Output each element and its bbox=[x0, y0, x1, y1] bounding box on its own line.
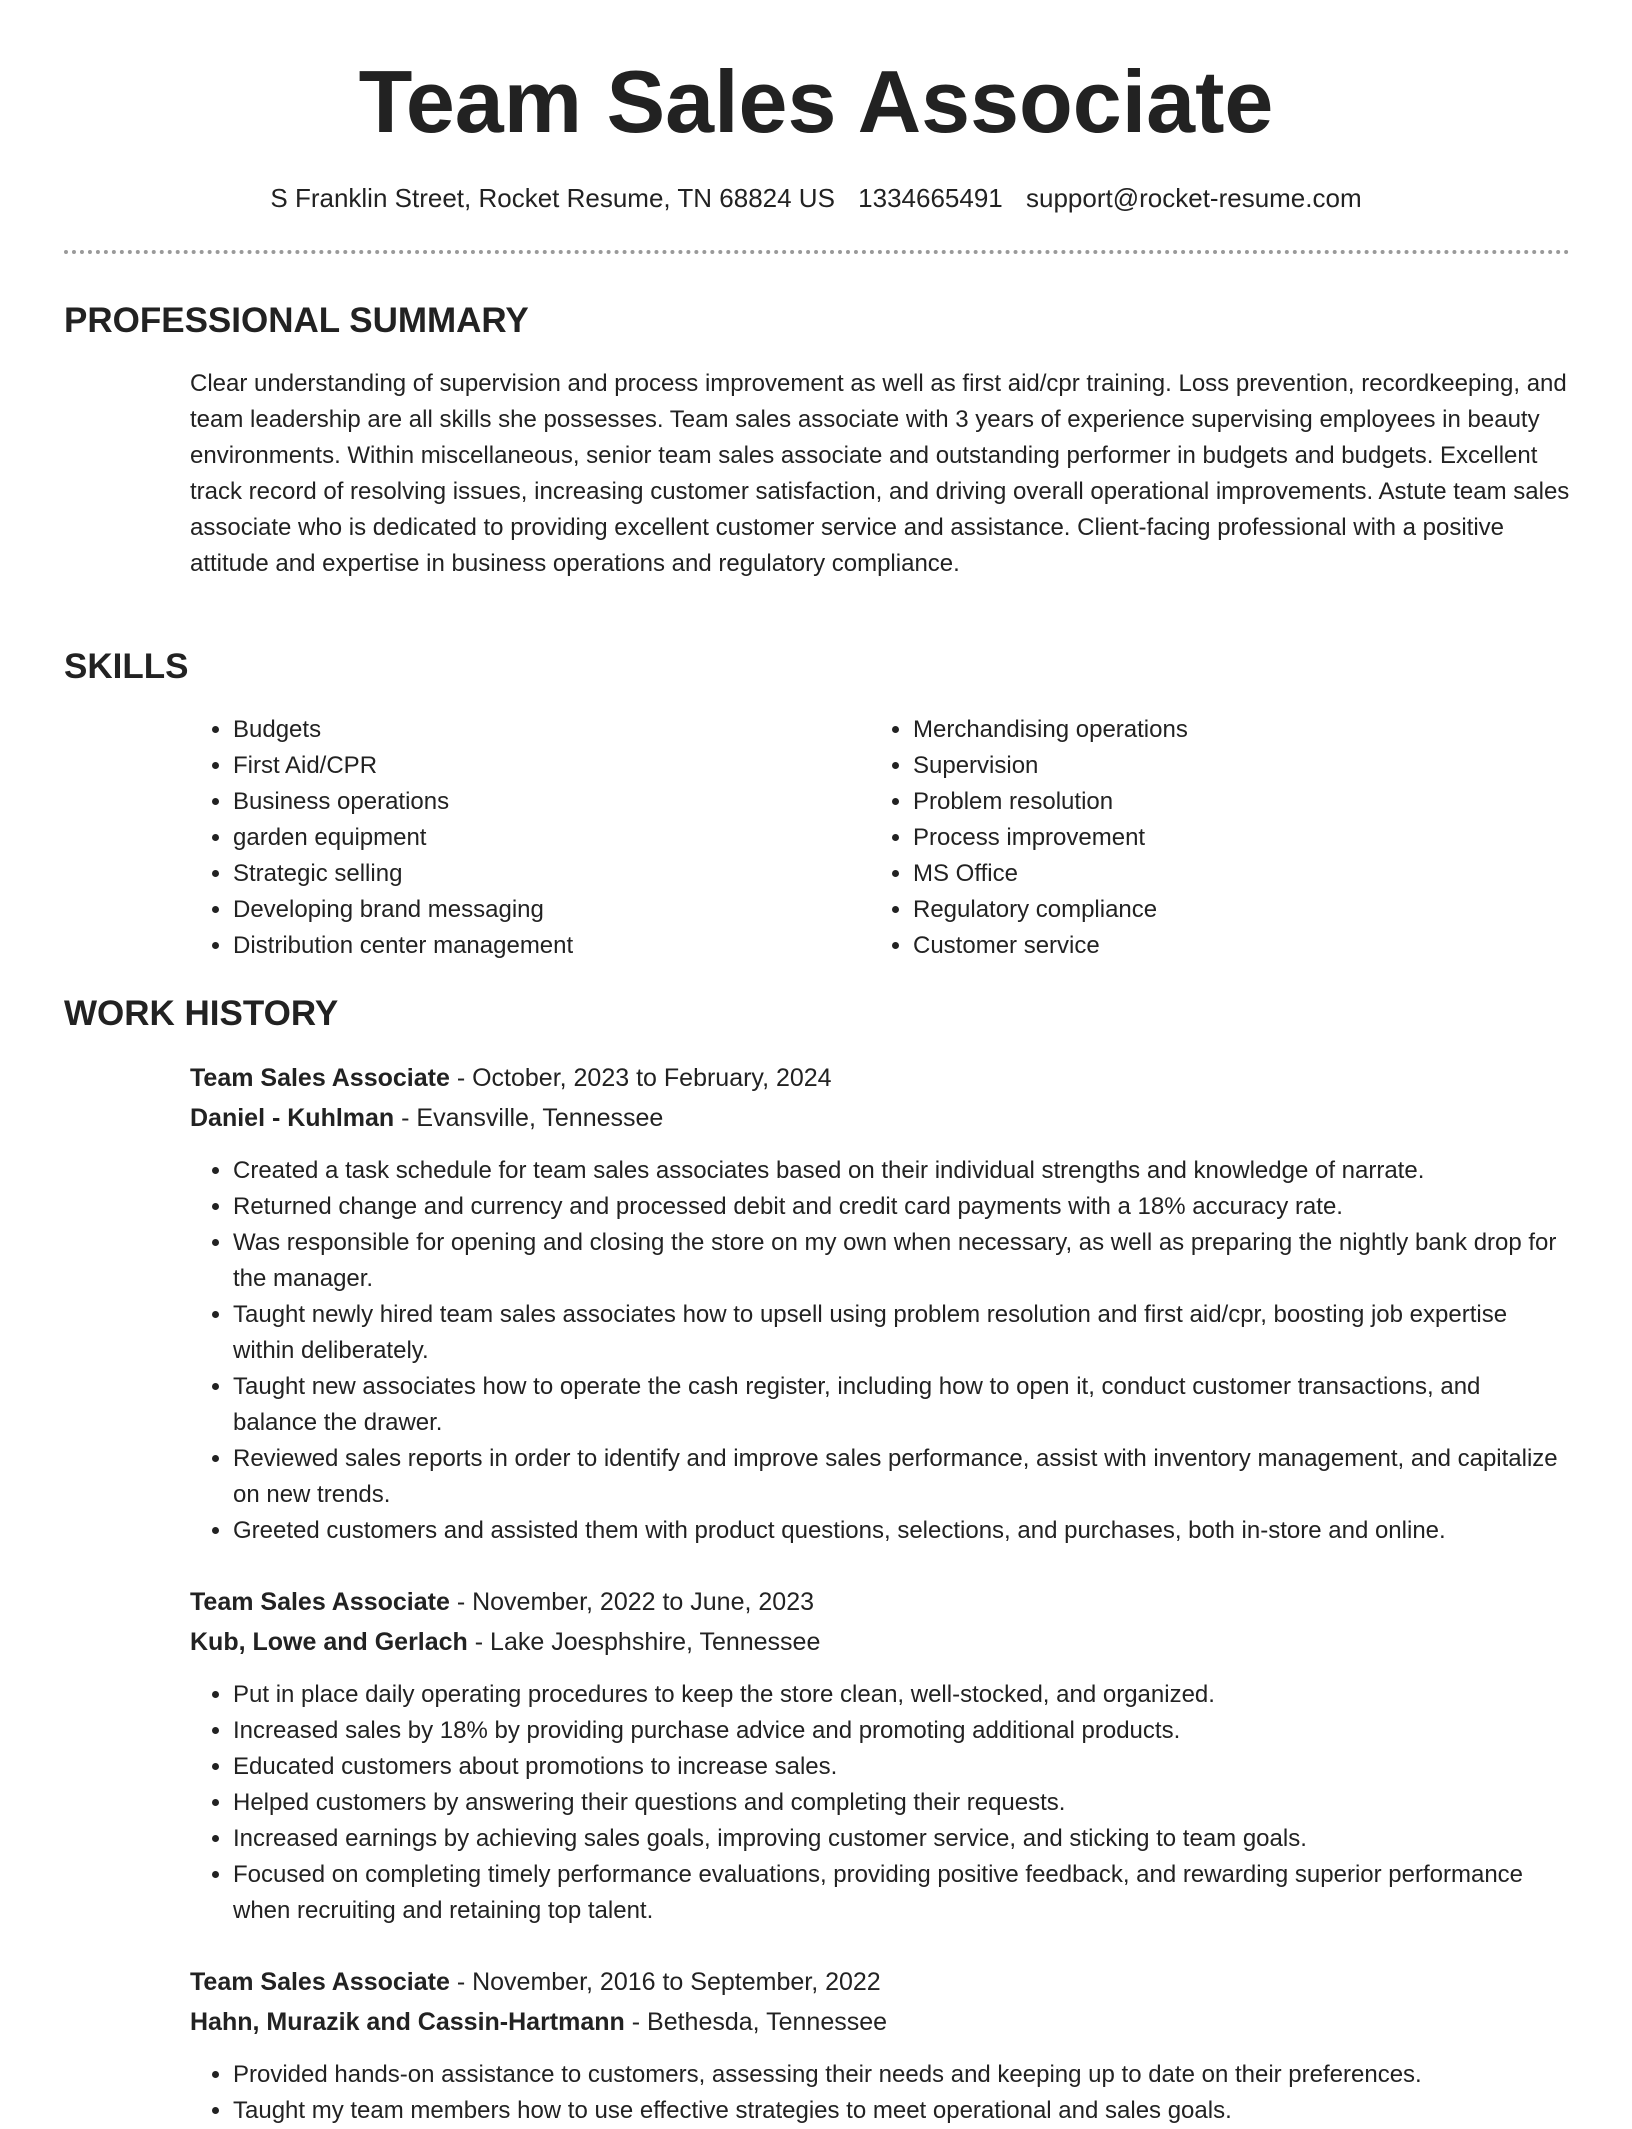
job-location: - Evansville, Tennessee bbox=[394, 1104, 664, 1132]
list-item: • Helped customers by answering their questions and completing their requests. bbox=[233, 1785, 1570, 1821]
skill-item: • Strategic selling bbox=[233, 856, 853, 892]
job-title-line bbox=[190, 1061, 832, 1095]
skill-item: • MS Office bbox=[913, 856, 1563, 892]
list-item: • Created a task schedule for team sales associates based on their individual strengths and knowledge of narrate. bbox=[233, 1153, 1570, 1189]
job-dates: - October, 2023 to February, 2024 bbox=[449, 1064, 832, 1092]
list-item: • Taught my team members how to use effective strategies to meet operational and sales goals. bbox=[233, 2093, 1570, 2129]
list-item: • Educated customers about promotions to increase sales. bbox=[233, 1749, 1570, 1785]
list-item: • Greeted customers and assisted them with product questions, selections, and purchases, both in-store and online. bbox=[233, 1513, 1570, 1549]
skill-item: • Supervision bbox=[913, 748, 1563, 784]
contact-line bbox=[0, 181, 1632, 215]
list-item: • Taught new associates how to operate the cash register, including how to open it, conduct customer transactions, and balance the drawer. bbox=[233, 1369, 1570, 1441]
list-item: • Put in place daily operating procedures to keep the store clean, well-stocked, and organized. bbox=[233, 1677, 1570, 1713]
skill-item: • Regulatory compliance bbox=[913, 892, 1563, 928]
job-dates: - November, 2016 to September, 2022 bbox=[449, 1968, 881, 1996]
job-bullets bbox=[190, 1153, 1570, 1549]
list-item: • Returned change and currency and processed debit and credit card payments with a 18% accuracy rate. bbox=[233, 1189, 1570, 1225]
skill-item: • Business operations bbox=[233, 784, 853, 820]
contact-phone: 1334665491 bbox=[858, 183, 1003, 213]
list-item: • Increased sales by 18% by providing purchase advice and promoting additional products. bbox=[233, 1713, 1570, 1749]
skill-item: • Merchandising operations bbox=[913, 712, 1563, 748]
job-title: Team Sales Associate bbox=[190, 1064, 450, 1092]
job-title: Team Sales Associate bbox=[190, 1968, 450, 1996]
skill-item: • Process improvement bbox=[913, 820, 1563, 856]
skills-heading: SKILLS bbox=[64, 647, 189, 686]
job-dates: - November, 2022 to June, 2023 bbox=[449, 1588, 814, 1616]
skill-item: • First Aid/CPR bbox=[233, 748, 853, 784]
skills-list-right bbox=[870, 712, 1563, 964]
job-company-line bbox=[190, 1101, 663, 1135]
job-company-line bbox=[190, 2005, 887, 2039]
job-location: - Bethesda, Tennessee bbox=[624, 2008, 888, 2036]
work-history-heading: WORK HISTORY bbox=[64, 994, 339, 1033]
job-company: Kub, Lowe and Gerlach bbox=[190, 1628, 468, 1656]
list-item: • Was responsible for opening and closing the store on my own when necessary, as well as preparing the nightly bank drop for the manager. bbox=[233, 1225, 1570, 1297]
job-company: Hahn, Murazik and Cassin-Hartmann bbox=[190, 2008, 625, 2036]
job-bullets bbox=[190, 2057, 1570, 2129]
skill-item: • Budgets bbox=[233, 712, 853, 748]
summary-heading: PROFESSIONAL SUMMARY bbox=[64, 301, 529, 340]
job-company: Daniel - Kuhlman bbox=[190, 1104, 395, 1132]
list-item: • Increased earnings by achieving sales goals, improving customer service, and sticking to team goals. bbox=[233, 1821, 1570, 1857]
skill-item: • Distribution center management bbox=[233, 928, 853, 964]
skills-list-left bbox=[190, 712, 853, 964]
contact-email: support@rocket-resume.com bbox=[1026, 183, 1362, 213]
list-item: • Provided hands-on assistance to customers, assessing their needs and keeping up to date on their preferences. bbox=[233, 2057, 1570, 2093]
job-title-line bbox=[190, 1965, 881, 1999]
summary-text: Clear understanding of supervision and process improvement as well as first aid/cpr training. Loss prevention, recordkeeping, and team leadership are all skills she possesses. Team sales associate with 3 years of experience supervising employees in beauty environments. Within miscellaneous, senior team sales associate and outstanding performer in budgets and budgets. Excellent track record of resolving issues, increasing customer satisfaction, and driving overall operational improvements. Astute team sales associate who is dedicated to providing excellent customer service and assistance. Client-facing professional with a positive attitude and expertise in business operations and regulatory compliance. bbox=[190, 370, 1570, 577]
skill-item: • Problem resolution bbox=[913, 784, 1563, 820]
list-item: • Reviewed sales reports in order to identify and improve sales performance, assist with inventory management, and capitalize on new trends. bbox=[233, 1441, 1570, 1513]
job-title-line bbox=[190, 1585, 814, 1619]
job-company-line bbox=[190, 1625, 820, 1659]
skill-item: • Customer service bbox=[913, 928, 1563, 964]
job-bullets bbox=[190, 1677, 1570, 1929]
list-item: • Taught newly hired team sales associates how to upsell using problem resolution and first aid/cpr, boosting job expertise within deliberately. bbox=[233, 1297, 1570, 1369]
skill-item: • garden equipment bbox=[233, 820, 853, 856]
contact-address: S Franklin Street, Rocket Resume, TN 68824 US bbox=[270, 183, 835, 213]
resume-name: Team Sales Associate bbox=[358, 52, 1274, 151]
job-title: Team Sales Associate bbox=[190, 1588, 450, 1616]
job-location: - Lake Joesphshire, Tennessee bbox=[467, 1628, 821, 1656]
list-item: • Focused on completing timely performance evaluations, providing positive feedback, and rewarding superior performance when recruiting and retaining top talent. bbox=[233, 1857, 1570, 1929]
header-divider bbox=[64, 250, 1570, 254]
skill-item: • Developing brand messaging bbox=[233, 892, 853, 928]
